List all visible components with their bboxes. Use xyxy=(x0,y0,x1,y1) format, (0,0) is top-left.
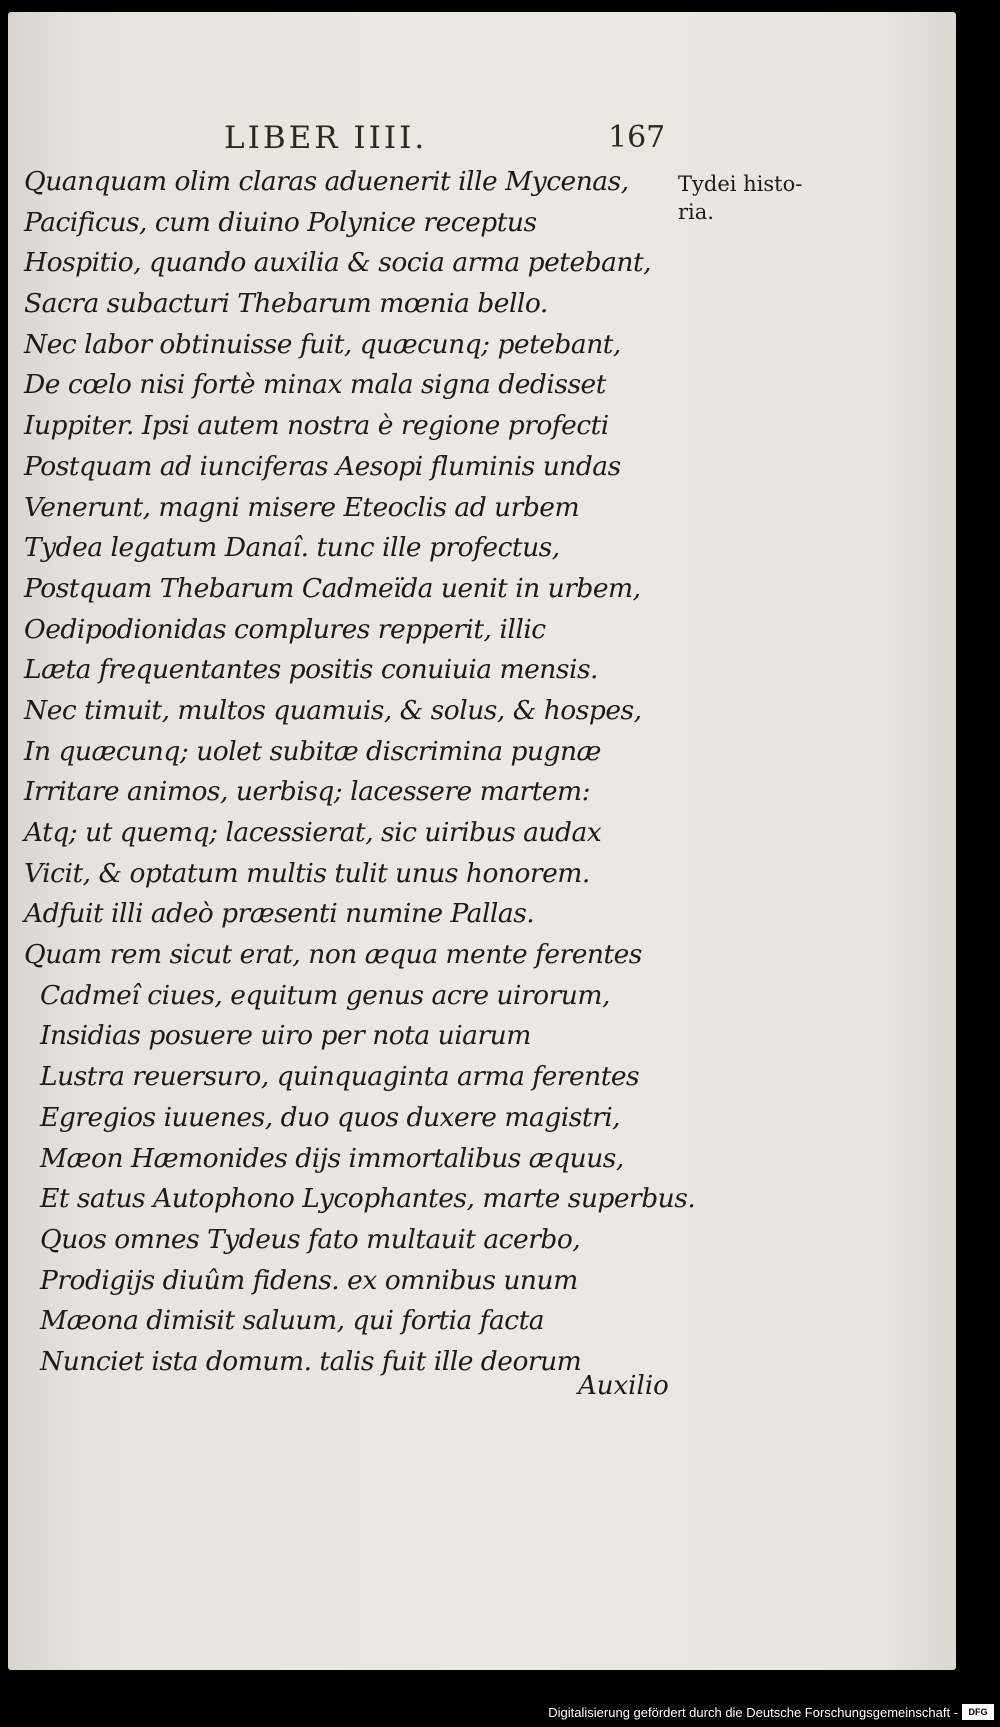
verse-line: Irritare animos, uerbisq; lacessere martem: xyxy=(24,776,591,808)
verse-line: Prodigijs diuûm fidens. ex omnibus unum xyxy=(40,1264,578,1296)
marginal-note: Tydei histo-ria. xyxy=(678,172,803,224)
verse-line: Et satus Autophono Lycophantes, marte superbus. xyxy=(40,1183,696,1215)
verse-line: Oedipodionidas complures repperit, illic xyxy=(24,613,546,645)
catchword: Auxilio xyxy=(578,1371,669,1401)
page-header xyxy=(8,120,956,160)
verse-block xyxy=(24,162,696,1383)
verse-line: Egregios iuuenes, duo quos duxere magistri, xyxy=(40,1101,621,1133)
book-page xyxy=(8,12,956,1670)
verse-line: Insidias posuere uiro per nota uiarum xyxy=(40,1020,531,1052)
verse-line: Tydea legatum Danaî. tunc ille profectus, xyxy=(24,532,560,564)
verse-line: Nec timuit, multos quamuis, & solus, & hospes, xyxy=(24,694,642,726)
footer-bar xyxy=(0,1700,1000,1727)
verse-line: In quæcunq; uolet subitæ discrimina pugnæ xyxy=(24,735,601,767)
dfg-logo: DFG xyxy=(962,1704,994,1720)
verse-line: De cœlo nisi fortè minax mala signa dedisset xyxy=(24,369,606,401)
verse-line: Vicit, & optatum multis tulit unus honorem. xyxy=(24,857,590,889)
verse-line: Postquam Thebarum Cadmeïda uenit in urbem, xyxy=(24,572,641,604)
verse-line: Adfuit illi adeò præsenti numine Pallas. xyxy=(24,898,535,930)
verse-line: Cadmeî ciues, equitum genus acre uirorum, xyxy=(40,979,610,1011)
verse-line: Quanquam olim claras aduenerit ille Mycenas, xyxy=(24,166,629,197)
verse-line: Nunciet ista domum. talis fuit ille deorum xyxy=(40,1345,582,1377)
verse-line: Hospitio, quando auxilia & socia arma petebant, xyxy=(24,247,652,279)
running-head: LIBER IIII. xyxy=(224,120,428,156)
verse-line: Mæona dimisit saluum, qui fortia facta xyxy=(40,1305,545,1337)
verse-line: Quos omnes Tydeus fato multauit acerbo, xyxy=(40,1223,581,1255)
verse-line: Venerunt, magni misere Eteoclis ad urbem xyxy=(24,491,580,523)
verse-line: Pacificus, cum diuino Polynice receptus xyxy=(24,206,537,238)
verse-line: Atq; ut quemq; lacessierat, sic uiribus audax xyxy=(24,817,602,848)
verse-line: Quam rem sicut erat, non æqua mente ferentes xyxy=(24,939,642,971)
verse-line: Postquam ad iunciferas Aesopi fluminis undas xyxy=(24,450,621,482)
funding-credit: Digitalisierung gefördert durch die Deutsche Forschungsgemeinschaft - xyxy=(548,1705,958,1720)
verse-line: Læta frequentantes positis conuiuia mensis. xyxy=(24,654,598,686)
verse-line: Lustra reuersuro, quinquaginta arma ferentes xyxy=(40,1061,640,1093)
verse-line: Iuppiter. Ipsi autem nostra è regione profecti xyxy=(24,410,609,442)
verse-line: Mæon Hæmonides dijs immortalibus æquus, xyxy=(40,1142,624,1174)
verse-line: Sacra subacturi Thebarum mœnia bello. xyxy=(24,288,548,320)
page-number: 167 xyxy=(608,120,666,155)
verse-line: Nec labor obtinuisse fuit, quæcunq; petebant, xyxy=(24,328,621,360)
